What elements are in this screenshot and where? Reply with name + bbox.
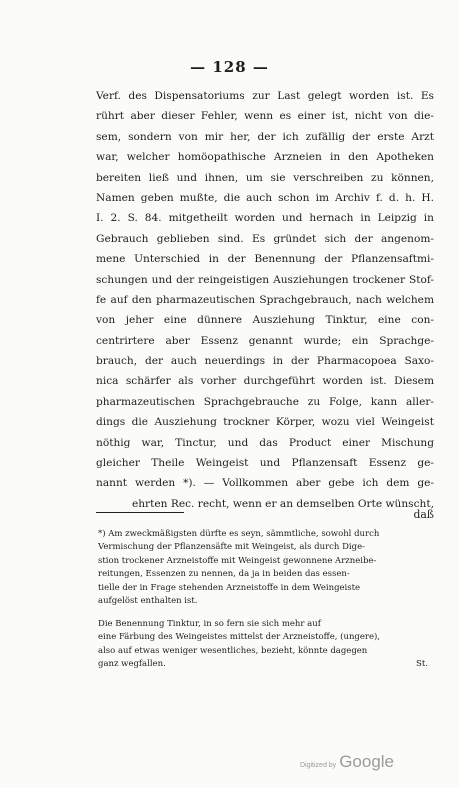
text-line: rührt aber dieser Fehler, wenn es einer ist, nicht von die- [96, 110, 434, 123]
catchword: daß [413, 508, 434, 521]
text-line: ehrten Rec. recht, wenn er an demselben Orte wünscht, [131, 497, 434, 510]
footnote-divider [96, 512, 184, 513]
footnote-line: stion trockener Arzneistoffe mit Weingeist gewonnene Arzneibe- [98, 555, 377, 566]
text-line: nöthig war, Tinctur, und das Product einer Mischung [96, 436, 434, 449]
google-logo: Google [339, 752, 395, 771]
watermark-prefix: Digitized by [300, 762, 337, 769]
text-line: bereiten ließ und ihnen, um sie verschreiben zu können, [96, 171, 434, 184]
text-line: pharmazeutischen Sprachgebrauche zu Folge, kann aller- [96, 395, 434, 408]
text-line: gleicher Theile Weingeist und Pflanzensaft Essenz ge- [96, 457, 434, 470]
text-line: brauch, der auch neuerdings in der Pharmacopoea Saxo- [96, 355, 434, 368]
text-line: mene Unterschied in der Benennung der Pflanzensaftmi- [96, 253, 434, 266]
footnote-line: eine Färbung des Weingeistes mittelst der Arzneistoffe, (ungere), [98, 632, 380, 643]
footnote-line: Vermischung der Pflanzensäfte mit Weingeist, als durch Dige- [98, 542, 365, 553]
text-line: sem, sondern von mir her, der ich zufällig der erste Arzt [96, 130, 434, 143]
footnote-line: ganz wegfallen. [98, 659, 166, 670]
text-line: nica schärfer als vorher durchgeführt worden ist. Diesem [96, 375, 434, 388]
footnote-line: *) Am zweckmäßigsten dürfte es seyn, sämmtliche, sowohl durch [98, 529, 380, 539]
footnote-line: aufgelöst enthalten ist. [98, 595, 198, 606]
text-line: I. 2. S. 84. mitgetheilt worden und hernach in Leipzig in [96, 212, 434, 225]
text-line: schungen und der reingeistigen Ausziehungen trockener Stof- [96, 273, 434, 286]
main-body-text [96, 86, 434, 514]
footnote-line: Die Benennung Tinktur, in so fern sie sich mehr auf [98, 619, 321, 629]
footnote-1 [98, 528, 428, 608]
text-line: Namen geben mußte, die auch schon im Archiv f. d. h. H. [96, 191, 434, 204]
footnote-line: tielle der in Frage stehenden Arzneistoffe in dem Weingeiste [98, 582, 361, 593]
digitization-watermark [300, 752, 394, 772]
text-line: Gebrauch geblieben sind. Es gründet sich der angenom- [96, 232, 434, 245]
text-line: von jeher eine dünnere Ausziehung Tinktur, eine con- [96, 314, 434, 327]
text-line: war, welcher homöopathische Arzneien in den Apotheken [96, 151, 434, 164]
footnote-line: also auf etwas weniger wesentliches, bezieht, könnte dagegen [98, 645, 368, 656]
footnote-2 [98, 618, 428, 672]
text-line: Verf. des Dispensatoriums zur Last gelegt worden ist. Es [96, 90, 434, 102]
text-line: nannt werden *). — Vollkommen aber gebe ich dem ge- [96, 477, 434, 490]
text-line: centrirtere aber Essenz genannt wurde; ein Sprachge- [96, 334, 434, 347]
page-number: — 128 — [190, 58, 269, 76]
text-line: fe auf den pharmazeutischen Sprachgebrauch, nach welchem [96, 293, 434, 306]
signature: St. [416, 659, 428, 670]
text-line: dings die Ausziehung trockner Körper, wozu viel Weingeist [96, 416, 434, 429]
footnote-line: reitungen, Essenzen zu nennen, da ja in beiden das essen- [98, 569, 350, 580]
footnote-final-line [98, 658, 428, 671]
